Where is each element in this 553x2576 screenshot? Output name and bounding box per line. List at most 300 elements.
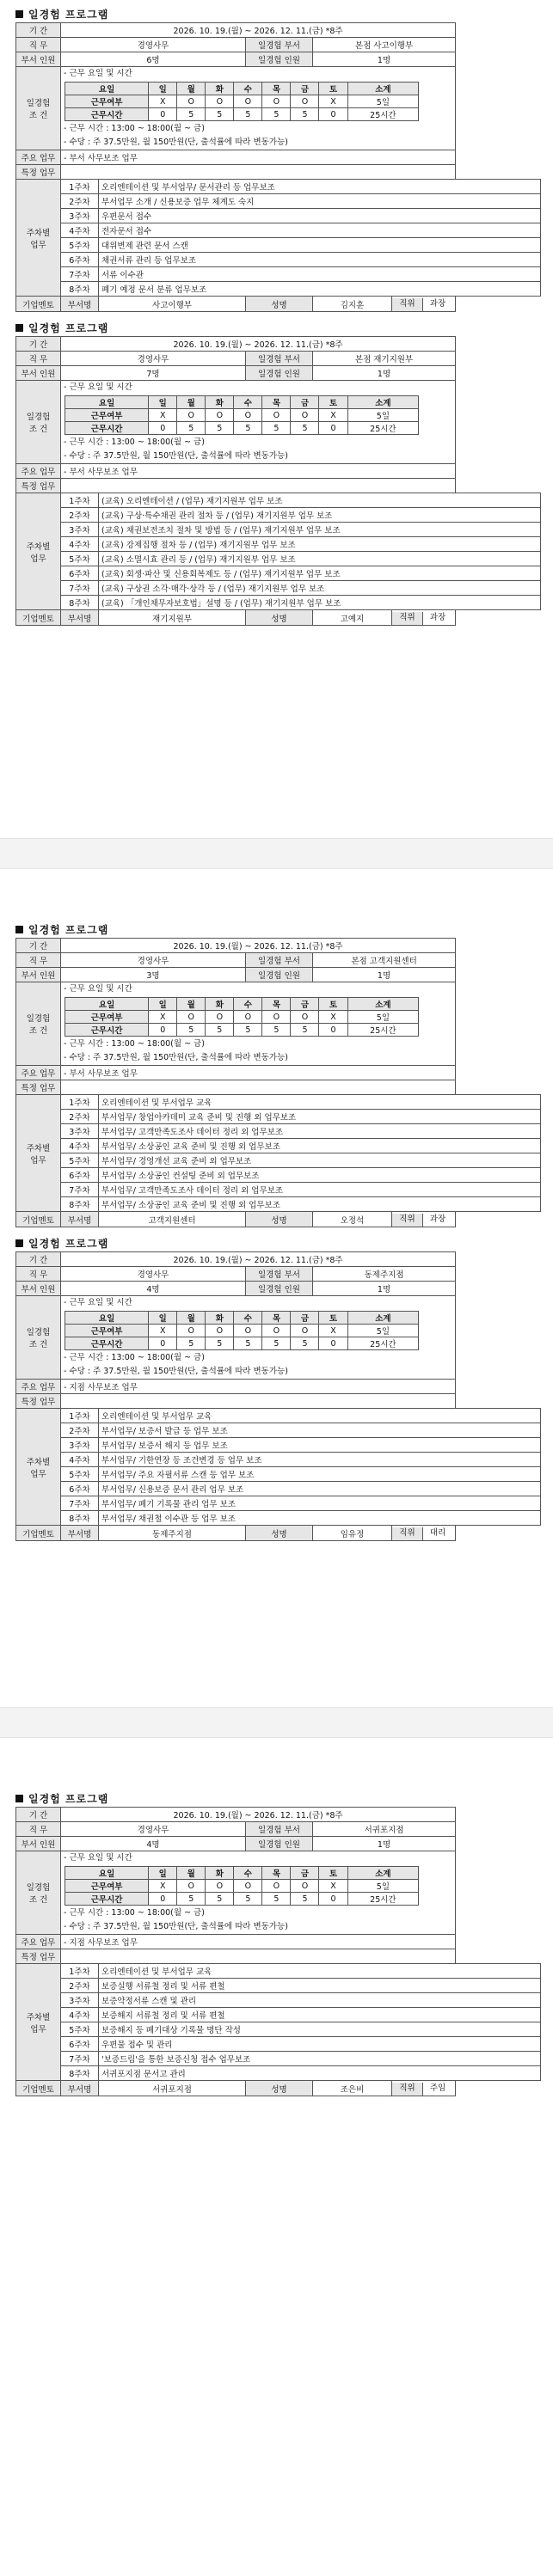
- mentor-name-label: 성명: [246, 2081, 313, 2096]
- main-task-value: - 부서 사무보조 업무: [61, 1066, 456, 1080]
- schedule-heading: - 근무 요일 및 시간: [64, 1853, 132, 1863]
- week-number: 5주차: [61, 552, 99, 566]
- week-number: 1주차: [61, 493, 99, 508]
- schedule-cell: 5: [177, 1024, 206, 1037]
- period-label: 기 간: [16, 1808, 61, 1822]
- schedule-row-label: 근무여부: [65, 1325, 149, 1337]
- week-task: 우편물 접수 및 관리: [99, 2037, 541, 2052]
- week-number: 1주차: [61, 180, 99, 194]
- schedule-cell: 5일: [347, 95, 419, 108]
- weekly-task-label: 주차별 업무: [16, 1095, 61, 1212]
- schedule-cell: O: [177, 409, 206, 422]
- mentor-position-cell: [392, 610, 456, 626]
- schedule-cell: X: [319, 95, 347, 108]
- assigned-dept-label: 일경험 부서: [246, 352, 313, 366]
- assigned-dept-label: 일경험 부서: [246, 38, 313, 52]
- hours-line: - 근무 시간 : 13:00 ~ 18:00(월 ~ 금): [64, 124, 205, 133]
- assigned-count-label: 일경험 인원: [246, 1282, 313, 1296]
- schedule-cell: O: [234, 95, 262, 108]
- schedule-header-cell: 수: [234, 396, 262, 409]
- schedule-cell: 5: [206, 1337, 234, 1350]
- schedule-cell: O: [291, 1880, 319, 1893]
- schedule-row-label: 근무여부: [65, 1880, 149, 1893]
- program-title: [15, 321, 541, 336]
- week-task: (교육) 구상권 소각·매각·상각 등 / (업무) 재기지원부 업무 보조: [99, 581, 541, 596]
- assigned-count-value: 1명: [313, 52, 456, 67]
- mentor-position-cell: [392, 2081, 456, 2096]
- week-number: 2주차: [61, 194, 99, 209]
- dept-count-value: 7명: [61, 366, 246, 381]
- week-task: 서귀포지점 문서고 관리: [99, 2066, 541, 2081]
- weekly-task-label: 주차별 업무: [16, 1409, 61, 1526]
- schedule-cell: 25시간: [347, 108, 419, 121]
- week-task: 부서업무/ 채권철 이수관 등 업무 보조: [99, 1511, 541, 1526]
- mentor-name-label: 성명: [246, 297, 313, 312]
- schedule-header-cell: 토: [319, 83, 347, 95]
- week-number: 3주차: [61, 1124, 99, 1139]
- schedule-table: [65, 395, 419, 435]
- schedule-cell: 5: [177, 108, 206, 121]
- week-number: 5주차: [61, 1153, 99, 1168]
- assigned-count-label: 일경험 인원: [246, 1837, 313, 1851]
- main-task-text: 부서 사무보조 업무: [69, 468, 138, 477]
- main-task-label: 주요 업무: [16, 150, 61, 165]
- assigned-dept-value: 동제주지점: [313, 1267, 456, 1282]
- job-value: 경영사무: [61, 1267, 246, 1282]
- schedule-cell: 0: [149, 1337, 177, 1350]
- schedule-row-label: 근무시간: [65, 1024, 149, 1037]
- schedule-label: 일경험 조 건: [16, 982, 61, 1066]
- week-number: 4주차: [61, 2008, 99, 2022]
- mentor-name-value: 조은비: [313, 2081, 392, 2096]
- schedule-row-label: 근무시간: [65, 1337, 149, 1350]
- schedule-header-cell: 요일: [65, 998, 149, 1011]
- assigned-count-value: 1명: [313, 1282, 456, 1296]
- main-task-text: 지점 사무보조 업무: [69, 1938, 138, 1948]
- period-value: 2026. 10. 19.(월) ~ 2026. 12. 11.(금) *8주: [61, 1252, 456, 1267]
- hours-line: - 근무 시간 : 13:00 ~ 18:00(월 ~ 금): [64, 1908, 205, 1918]
- schedule-header-cell: 화: [206, 83, 234, 95]
- week-task: 부서업무/ 주요 자필서류 스캔 등 업무 보조: [99, 1467, 541, 1482]
- schedule-cell: O: [262, 1325, 291, 1337]
- mentor-position-label: 직위: [392, 1527, 423, 1540]
- schedule-cell: X: [149, 409, 177, 422]
- schedule-header-cell: 일: [149, 998, 177, 1011]
- week-task: (교육) 소멸시효 관리 등 / (업무) 재기지원부 업무 보조: [99, 552, 541, 566]
- week-number: 6주차: [61, 253, 99, 267]
- schedule-cell: O: [177, 95, 206, 108]
- mentor-name-label: 성명: [246, 1526, 313, 1541]
- job-label: 직 무: [16, 953, 61, 968]
- schedule-cell: O: [262, 95, 291, 108]
- mentor-position-label: 직위: [392, 612, 423, 625]
- schedule-header-cell: 소계: [347, 396, 419, 409]
- schedule-heading: - 근무 요일 및 시간: [64, 984, 132, 994]
- schedule-cell: 5일: [347, 1880, 419, 1893]
- schedule-header-cell: 화: [206, 1312, 234, 1325]
- schedule-cell: 5: [177, 422, 206, 435]
- mentor-dept-label: 부서명: [61, 2081, 99, 2096]
- assigned-dept-value: 본점 사고이행부: [313, 38, 456, 52]
- main-task-value: - 지점 사무보조 업무: [61, 1935, 456, 1949]
- mentor-position-cell: [392, 1526, 456, 1541]
- schedule-cell: O: [291, 95, 319, 108]
- week-number: 4주차: [61, 537, 99, 552]
- schedule-header-cell: 요일: [65, 1312, 149, 1325]
- week-task: 부서업무/ 보증서 해지 등 업무 보조: [99, 1438, 541, 1453]
- pay-line: - 수당 : 주 37.5만원, 월 150만원(단, 출석률에 따라 변동가능): [64, 138, 288, 147]
- schedule-heading: - 근무 요일 및 시간: [64, 69, 132, 78]
- assigned-dept-value: 본점 재기지원부: [313, 352, 456, 366]
- program-title-text: 일경험 프로그램: [28, 1793, 109, 1805]
- mentor-name-label: 성명: [246, 1212, 313, 1227]
- program-title: [15, 7, 541, 22]
- schedule-header-cell: 목: [262, 1867, 291, 1880]
- job-label: 직 무: [16, 352, 61, 366]
- dept-count-label: 부서 인원: [16, 366, 61, 381]
- schedule-cell: O: [206, 95, 234, 108]
- week-number: 5주차: [61, 2022, 99, 2037]
- dept-count-label: 부서 인원: [16, 1837, 61, 1851]
- schedule-heading: - 근무 요일 및 시간: [64, 1298, 132, 1307]
- schedule-table: [65, 1311, 419, 1350]
- mentor-position-label: 직위: [392, 298, 423, 311]
- week-task: 전자문서 접수: [99, 223, 541, 238]
- schedule-cell: O: [206, 409, 234, 422]
- document-page: [0, 0, 553, 838]
- schedule-cell: 0: [319, 108, 347, 121]
- week-number: 7주차: [61, 267, 99, 282]
- schedule-header-cell: 금: [291, 396, 319, 409]
- schedule-header-cell: 화: [206, 998, 234, 1011]
- schedule-header-cell: 토: [319, 1867, 347, 1880]
- program-title: [15, 922, 541, 938]
- mentor-dept-value: 사고이행부: [99, 297, 246, 312]
- week-number: 1주차: [61, 1409, 99, 1423]
- program-table: [15, 1251, 541, 1541]
- job-value: 경영사무: [61, 1822, 246, 1837]
- schedule-box: [61, 982, 456, 1066]
- schedule-cell: 5: [234, 108, 262, 121]
- schedule-cell: X: [319, 1011, 347, 1024]
- mentor-name-value: 김지훈: [313, 297, 392, 312]
- hours-line: - 근무 시간 : 13:00 ~ 18:00(월 ~ 금): [64, 1039, 205, 1049]
- schedule-cell: 25시간: [347, 1337, 419, 1350]
- program-table: [15, 22, 541, 312]
- week-task: 오리엔테이션 및 부서업무 교육: [99, 1095, 541, 1110]
- special-task-value: [61, 1949, 456, 1964]
- schedule-row-label: 근무여부: [65, 95, 149, 108]
- schedule-header-cell: 소계: [347, 1867, 419, 1880]
- mentor-position-value: 과장: [429, 299, 446, 309]
- mentor-dept-label: 부서명: [61, 297, 99, 312]
- program-title: [15, 1791, 541, 1807]
- schedule-cell: 5: [234, 422, 262, 435]
- mentor-position-value: 과장: [429, 1215, 446, 1224]
- square-bullet-icon: [15, 1239, 23, 1247]
- schedule-cell: 0: [319, 1893, 347, 1906]
- period-label: 기 간: [16, 939, 61, 953]
- schedule-cell: 0: [149, 108, 177, 121]
- schedule-box: [61, 1851, 456, 1935]
- week-number: 3주차: [61, 1993, 99, 2008]
- page-gap: [0, 838, 553, 869]
- week-number: 1주차: [61, 1964, 99, 1979]
- schedule-cell: 5: [177, 1337, 206, 1350]
- week-number: 3주차: [61, 523, 99, 537]
- schedule-cell: 0: [149, 1893, 177, 1906]
- document-page: [0, 1738, 553, 2576]
- schedule-row-label: 근무여부: [65, 409, 149, 422]
- week-task: 보증해지 등 폐기대상 기록물 명단 작성: [99, 2022, 541, 2037]
- schedule-header-cell: 수: [234, 1312, 262, 1325]
- dept-count-value: 4명: [61, 1282, 246, 1296]
- schedule-cell: O: [177, 1880, 206, 1893]
- schedule-cell: 5: [234, 1893, 262, 1906]
- schedule-cell: X: [149, 1011, 177, 1024]
- special-task-value: [61, 165, 456, 180]
- week-task: 부서업무/ 고객만족도조사 데이터 정리 외 업무보조: [99, 1183, 541, 1197]
- hours-line: - 근무 시간 : 13:00 ~ 18:00(월 ~ 금): [64, 437, 205, 447]
- main-task-text: 부서 사무보조 업무: [69, 1069, 138, 1079]
- main-task-label: 주요 업무: [16, 1935, 61, 1949]
- schedule-cell: 5: [291, 1337, 319, 1350]
- main-task-label: 주요 업무: [16, 464, 61, 479]
- program-section: [15, 1236, 541, 1541]
- page-gap: [0, 1707, 553, 1738]
- job-label: 직 무: [16, 38, 61, 52]
- schedule-cell: X: [319, 1880, 347, 1893]
- week-task: 부서업무/ 소상공인 컨설팅 준비 외 업무보조: [99, 1168, 541, 1183]
- mentor-position-cell: [392, 297, 456, 312]
- week-task: 오리엔테이션 및 부서업무 교육: [99, 1964, 541, 1979]
- assigned-count-value: 1명: [313, 1837, 456, 1851]
- week-task: 부서업무/ 신용보증 문서 관리 업무 보조: [99, 1482, 541, 1496]
- program-table: [15, 336, 541, 626]
- week-number: 5주차: [61, 1467, 99, 1482]
- assigned-count-value: 1명: [313, 366, 456, 381]
- schedule-header-cell: 월: [177, 1312, 206, 1325]
- schedule-header-cell: 수: [234, 83, 262, 95]
- week-number: 3주차: [61, 209, 99, 223]
- schedule-cell: 5: [291, 108, 319, 121]
- schedule-cell: 25시간: [347, 422, 419, 435]
- schedule-cell: 25시간: [347, 1024, 419, 1037]
- schedule-cell: 5: [262, 108, 291, 121]
- period-label: 기 간: [16, 337, 61, 352]
- square-bullet-icon: [15, 926, 23, 933]
- schedule-header-cell: 화: [206, 1867, 234, 1880]
- mentor-dept-value: 동제주지점: [99, 1526, 246, 1541]
- week-task: 우편문서 접수: [99, 209, 541, 223]
- schedule-cell: O: [206, 1325, 234, 1337]
- mentor-label: 기업멘토: [16, 297, 61, 312]
- main-task-label: 주요 업무: [16, 1380, 61, 1394]
- schedule-cell: 5일: [347, 409, 419, 422]
- week-task: 서류 이수관: [99, 267, 541, 282]
- assigned-count-label: 일경험 인원: [246, 968, 313, 982]
- program-section: [15, 7, 541, 312]
- mentor-name-value: 임유정: [313, 1526, 392, 1541]
- week-number: 2주차: [61, 1423, 99, 1438]
- week-task: 부서업무/ 고객만족도조사 데이터 정리 외 업무보조: [99, 1124, 541, 1139]
- schedule-header-cell: 월: [177, 1867, 206, 1880]
- mentor-name-value: 오정석: [313, 1212, 392, 1227]
- week-number: 8주차: [61, 1197, 99, 1212]
- schedule-cell: 5: [262, 422, 291, 435]
- week-task: '보증드림'을 통한 보증신청 접수 업무보조: [99, 2052, 541, 2066]
- week-task: (교육) 채권보전조치 절차 및 방법 등 / (업무) 재기지원부 업무 보조: [99, 523, 541, 537]
- assigned-count-value: 1명: [313, 968, 456, 982]
- program-section: [15, 1791, 541, 2096]
- program-title-text: 일경험 프로그램: [28, 1238, 109, 1250]
- dept-count-value: 4명: [61, 1837, 246, 1851]
- assigned-count-label: 일경험 인원: [246, 52, 313, 67]
- special-task-value: [61, 1080, 456, 1095]
- schedule-header-cell: 일: [149, 1312, 177, 1325]
- schedule-cell: 5: [206, 1893, 234, 1906]
- schedule-header-cell: 일: [149, 83, 177, 95]
- schedule-label: 일경험 조 건: [16, 381, 61, 464]
- assigned-dept-label: 일경험 부서: [246, 1267, 313, 1282]
- schedule-cell: O: [234, 1011, 262, 1024]
- schedule-cell: 5: [234, 1337, 262, 1350]
- schedule-cell: 5: [291, 1024, 319, 1037]
- schedule-header-cell: 토: [319, 396, 347, 409]
- special-task-label: 특정 업무: [16, 1394, 61, 1409]
- week-task: 대위변제 관련 문서 스캔: [99, 238, 541, 253]
- week-number: 5주차: [61, 238, 99, 253]
- week-number: 6주차: [61, 1168, 99, 1183]
- period-value: 2026. 10. 19.(월) ~ 2026. 12. 11.(금) *8주: [61, 939, 456, 953]
- schedule-header-cell: 화: [206, 396, 234, 409]
- period-label: 기 간: [16, 1252, 61, 1267]
- schedule-header-cell: 월: [177, 83, 206, 95]
- schedule-cell: 0: [149, 1024, 177, 1037]
- schedule-box: [61, 381, 456, 464]
- mentor-position-value: 대리: [429, 1528, 446, 1538]
- mentor-label: 기업멘토: [16, 1212, 61, 1227]
- schedule-header-cell: 금: [291, 83, 319, 95]
- week-task: 채권서류 관리 등 업무보조: [99, 253, 541, 267]
- schedule-label: 일경험 조 건: [16, 1851, 61, 1935]
- schedule-cell: O: [206, 1011, 234, 1024]
- week-number: 4주차: [61, 223, 99, 238]
- schedule-header-cell: 소계: [347, 83, 419, 95]
- week-number: 2주차: [61, 508, 99, 523]
- week-task: (교육) 「개인채무자보호법」설명 등 / (업무) 재기지원부 업무 보조: [99, 596, 541, 610]
- mentor-label: 기업멘토: [16, 1526, 61, 1541]
- mentor-position-label: 직위: [392, 2083, 423, 2096]
- schedule-label: 일경험 조 건: [16, 67, 61, 150]
- mentor-position-value: 과장: [429, 613, 446, 622]
- period-value: 2026. 10. 19.(월) ~ 2026. 12. 11.(금) *8주: [61, 337, 456, 352]
- schedule-cell: 5: [177, 1893, 206, 1906]
- schedule-header-cell: 일: [149, 1867, 177, 1880]
- dept-count-label: 부서 인원: [16, 968, 61, 982]
- week-number: 6주차: [61, 1482, 99, 1496]
- week-task: 보증실행 서류철 정리 및 서류 편철: [99, 1979, 541, 1993]
- square-bullet-icon: [15, 1795, 23, 1802]
- square-bullet-icon: [15, 10, 23, 18]
- schedule-header-cell: 목: [262, 1312, 291, 1325]
- week-task: 부서업무/ 경영개선 교육 준비 외 업무보조: [99, 1153, 541, 1168]
- week-number: 6주차: [61, 2037, 99, 2052]
- schedule-row-label: 근무시간: [65, 422, 149, 435]
- week-number: 7주차: [61, 581, 99, 596]
- schedule-row-label: 근무시간: [65, 108, 149, 121]
- schedule-cell: 5: [291, 422, 319, 435]
- assigned-count-label: 일경험 인원: [246, 366, 313, 381]
- assigned-dept-value: 서귀포지점: [313, 1822, 456, 1837]
- program-title-text: 일경험 프로그램: [28, 9, 109, 21]
- schedule-cell: O: [291, 1325, 319, 1337]
- schedule-header-cell: 요일: [65, 1867, 149, 1880]
- week-number: 7주차: [61, 1496, 99, 1511]
- week-task: 폐기 예정 문서 분류 업무보조: [99, 282, 541, 297]
- schedule-cell: O: [234, 1880, 262, 1893]
- week-number: 7주차: [61, 1183, 99, 1197]
- schedule-table: [65, 82, 419, 121]
- program-table: [15, 1807, 541, 2096]
- schedule-cell: 5일: [347, 1011, 419, 1024]
- schedule-cell: 0: [149, 422, 177, 435]
- schedule-cell: O: [177, 1011, 206, 1024]
- weekly-task-label: 주차별 업무: [16, 180, 61, 297]
- main-task-text: 지점 사무보조 업무: [69, 1383, 138, 1392]
- week-task: 보증약정서류 스캔 및 관리: [99, 1993, 541, 2008]
- mentor-position-cell: [392, 1212, 456, 1227]
- schedule-cell: O: [206, 1880, 234, 1893]
- schedule-cell: 5: [262, 1893, 291, 1906]
- job-label: 직 무: [16, 1267, 61, 1282]
- schedule-cell: O: [291, 409, 319, 422]
- week-number: 7주차: [61, 2052, 99, 2066]
- week-task: 부서업무 소개 / 신용보증 업무 체계도 숙지: [99, 194, 541, 209]
- schedule-cell: X: [149, 1325, 177, 1337]
- schedule-row-label: 근무여부: [65, 1011, 149, 1024]
- program-title-text: 일경험 프로그램: [28, 924, 109, 936]
- schedule-cell: 0: [319, 1024, 347, 1037]
- assigned-dept-value: 본점 고객지원센터: [313, 953, 456, 968]
- schedule-header-cell: 월: [177, 998, 206, 1011]
- schedule-header-cell: 금: [291, 1312, 319, 1325]
- week-task: 보증해지 서류철 정리 및 서류 편철: [99, 2008, 541, 2022]
- schedule-header-cell: 토: [319, 998, 347, 1011]
- main-task-value: - 부서 사무보조 업무: [61, 150, 456, 165]
- schedule-cell: 5: [262, 1337, 291, 1350]
- schedule-cell: 5: [206, 1024, 234, 1037]
- period-value: 2026. 10. 19.(월) ~ 2026. 12. 11.(금) *8주: [61, 1808, 456, 1822]
- schedule-header-cell: 금: [291, 1867, 319, 1880]
- week-number: 8주차: [61, 2066, 99, 2081]
- job-value: 경영사무: [61, 38, 246, 52]
- schedule-cell: 5: [206, 108, 234, 121]
- schedule-table: [65, 997, 419, 1037]
- schedule-cell: 5: [234, 1024, 262, 1037]
- week-task: 부서업무/ 소상공인 교육 준비 및 진행 외 업무보조: [99, 1139, 541, 1153]
- schedule-cell: O: [262, 409, 291, 422]
- main-task-value: - 지점 사무보조 업무: [61, 1380, 456, 1394]
- mentor-dept-label: 부서명: [61, 1526, 99, 1541]
- week-task: 오리엔테이션 및 부서업무/ 문서관리 등 업무보조: [99, 180, 541, 194]
- schedule-cell: X: [149, 95, 177, 108]
- schedule-cell: 5: [291, 1893, 319, 1906]
- mentor-dept-label: 부서명: [61, 1212, 99, 1227]
- schedule-header-cell: 금: [291, 998, 319, 1011]
- document-page: [0, 869, 553, 1707]
- week-task: 부서업무/ 창업아카데미 교육 준비 및 진행 외 업무보조: [99, 1110, 541, 1124]
